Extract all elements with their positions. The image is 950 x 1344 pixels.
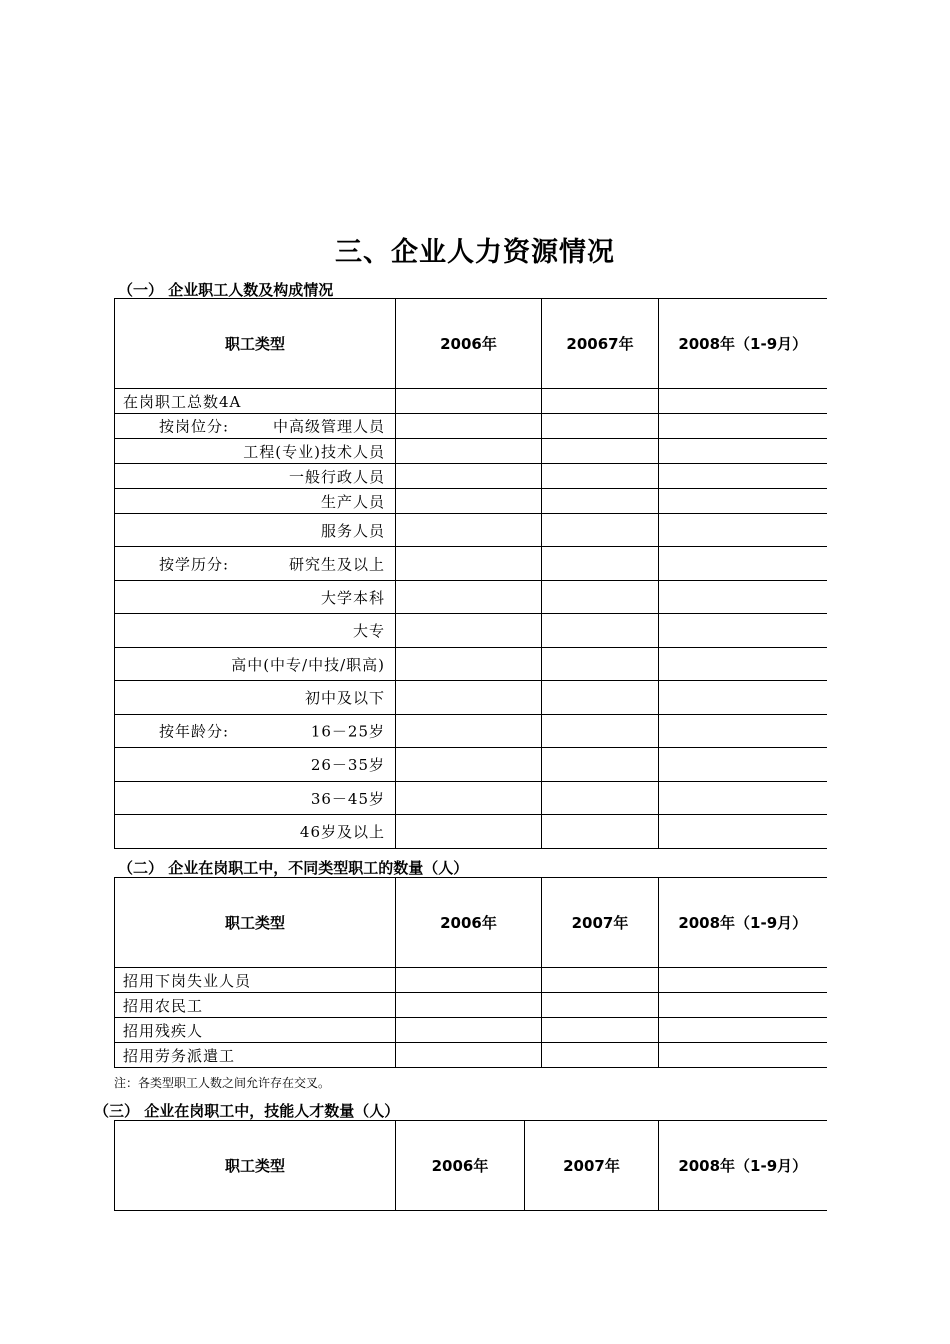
cell-2007[interactable] [542,614,659,648]
table-header-row [115,299,827,389]
footnote: 注：各类型职工人数之间允许存在交叉。 [114,1076,331,1090]
cell-2006[interactable] [396,614,542,648]
row-label: 初中及以下 [115,681,396,715]
row-label: 一般行政人员 [115,464,396,489]
cell-2006[interactable] [396,993,542,1018]
table-skilled-talent [114,1120,827,1211]
table-row [115,489,827,514]
row-label: 16－25岁 [310,722,385,741]
col-header-2008: 2008年（1-9月） [659,1121,827,1211]
cell-2008[interactable] [659,1018,827,1043]
row-label: 研究生及以上 [288,555,385,573]
table-row [115,464,827,489]
cell-2008[interactable] [659,414,827,439]
table-row [115,1018,827,1043]
section-1-heading: （一） 企业职工人数及构成情况 [118,281,334,299]
cell-2007[interactable] [542,681,659,715]
cell-2006[interactable] [396,414,542,439]
cell-2008[interactable] [659,439,827,464]
cell-2008[interactable] [659,748,827,782]
cell-2007[interactable] [542,1018,659,1043]
cell-2007[interactable] [542,782,659,815]
row-label: 招用残疾人 [115,1018,396,1043]
cell-2007[interactable] [542,993,659,1018]
cell-2007[interactable] [542,581,659,614]
col-header-2007: 2007年 [542,878,659,968]
cell-2007[interactable] [542,1043,659,1068]
row-label: 工程(专业)技术人员 [115,439,396,464]
section-3-heading: （三） 企业在岗职工中，技能人才数量（人） [94,1102,400,1120]
cell-2006[interactable] [396,968,542,993]
table-header-row [115,878,827,968]
group-label-age: 按年龄分: [159,722,230,741]
cell-2007[interactable] [542,968,659,993]
cell-2006[interactable] [396,489,542,514]
table-row [115,748,827,782]
table-row [115,439,827,464]
cell-2008[interactable] [659,581,827,614]
cell-2008[interactable] [659,389,827,414]
cell-2008[interactable] [659,547,827,581]
table-row [115,614,827,648]
col-header-type: 职工类型 [115,299,396,389]
table-row [115,993,827,1018]
row-label: 招用劳务派遣工 [115,1043,396,1068]
table-staff-types [114,877,827,1068]
col-header-type: 职工类型 [115,878,396,968]
cell-2006[interactable] [396,439,542,464]
cell-2008[interactable] [659,782,827,815]
table-row [115,547,827,581]
cell-2008[interactable] [659,815,827,849]
cell-2008[interactable] [659,681,827,715]
cell-2007[interactable] [542,489,659,514]
cell-2006[interactable] [396,681,542,715]
cell-2007[interactable] [542,748,659,782]
col-header-2007: 2007年 [525,1121,659,1211]
group-label-position: 按岗位分: [159,417,230,436]
table-row [115,414,827,439]
cell-2006[interactable] [396,748,542,782]
row-label: 26－35岁 [115,748,396,782]
cell-2008[interactable] [659,514,827,547]
col-header-2008: 2008年（1-9月） [659,299,827,389]
cell-2007[interactable] [542,464,659,489]
cell-2007[interactable] [542,439,659,464]
cell-2007[interactable] [542,414,659,439]
table-header-row [115,1121,827,1211]
cell-2006[interactable] [396,648,542,681]
row-label: 招用农民工 [115,993,396,1018]
row-label-position-group [115,414,396,439]
cell-2008[interactable] [659,648,827,681]
row-label: 46岁及以上 [115,815,396,849]
col-header-2006: 2006年 [396,299,542,389]
row-label: 服务人员 [115,514,396,547]
cell-2006[interactable] [396,1043,542,1068]
cell-2006[interactable] [396,389,542,414]
cell-2008[interactable] [659,715,827,748]
table-row [115,815,827,849]
row-label-age-group [115,715,396,748]
cell-2006[interactable] [396,514,542,547]
cell-2007[interactable] [542,514,659,547]
table-row [115,715,827,748]
cell-2007[interactable] [542,547,659,581]
cell-2006[interactable] [396,581,542,614]
row-label: 大专 [115,614,396,648]
table-row [115,514,827,547]
cell-2008[interactable] [659,614,827,648]
cell-2008[interactable] [659,1043,827,1068]
cell-2006[interactable] [396,1018,542,1043]
row-label-total: 在岗职工总数4A [115,389,396,414]
table-staff-composition [114,298,827,849]
table-row [115,968,827,993]
table-row [115,782,827,815]
col-header-2008: 2008年（1-9月） [659,878,827,968]
table-row [115,389,827,414]
row-label: 招用下岗失业人员 [115,968,396,993]
cell-2006[interactable] [396,715,542,748]
cell-2008[interactable] [659,489,827,514]
table-row [115,681,827,715]
row-label: 生产人员 [115,489,396,514]
cell-2008[interactable] [659,993,827,1018]
cell-2006[interactable] [396,464,542,489]
section-2-heading: （二） 企业在岗职工中，不同类型职工的数量（人） [118,859,469,877]
row-label: 中高级管理人员 [272,417,385,436]
col-header-2006: 2006年 [396,1121,525,1211]
cell-2007[interactable] [542,815,659,849]
table-row [115,581,827,614]
row-label: 高中(中专/中技/职高) [115,648,396,681]
cell-2007[interactable] [542,648,659,681]
cell-2008[interactable] [659,464,827,489]
cell-2007[interactable] [542,389,659,414]
cell-2006[interactable] [396,547,542,581]
cell-2006[interactable] [396,815,542,849]
col-header-type: 职工类型 [115,1121,396,1211]
col-header-2006: 2006年 [396,878,542,968]
cell-2008[interactable] [659,968,827,993]
cell-2006[interactable] [396,782,542,815]
row-label-education-group [115,547,396,581]
cell-2007[interactable] [542,715,659,748]
table-row [115,1043,827,1068]
row-label: 36－45岁 [115,782,396,815]
row-label: 大学本科 [115,581,396,614]
table-row [115,648,827,681]
group-label-education: 按学历分: [159,555,230,573]
page-title: 三、企业人力资源情况 [335,237,615,268]
col-header-2007: 20067年 [542,299,659,389]
